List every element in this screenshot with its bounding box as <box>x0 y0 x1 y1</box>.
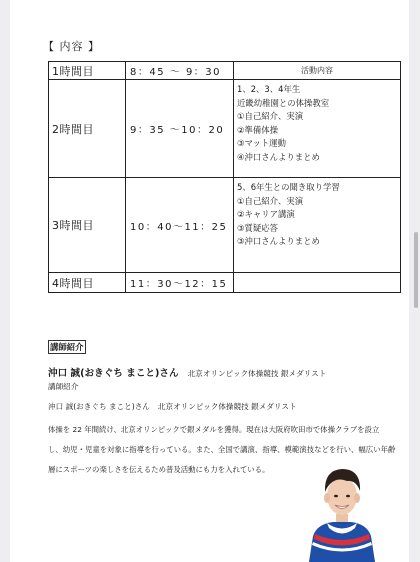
period-cell: 1時間目 <box>49 62 126 80</box>
table-row <box>49 80 401 178</box>
time-cell: 8：45 〜 9：30 <box>126 62 234 80</box>
activity-item: ③マット運動 <box>237 138 287 149</box>
period-cell: 4時間目 <box>49 273 126 293</box>
activity-item: ③沖口さんよりまとめ <box>237 236 320 247</box>
activity-cell <box>234 273 401 293</box>
activity-item: ①自己紹介、実演 <box>237 111 304 122</box>
activity-item: ③質疑応答 <box>237 222 279 233</box>
schedule-table <box>48 61 401 293</box>
instructor-sub-title: 北京オリンピック体操競技 銀メダリスト <box>157 402 297 411</box>
bio-line: し、幼児・児童を対象に指導を行っている。また、全国で講演、指導、模範演技などを行い、幅広い年齢 <box>48 445 396 454</box>
time-cell: 10：40〜11：25 <box>126 178 234 273</box>
scrollbar[interactable] <box>414 232 418 308</box>
table-row <box>49 178 401 273</box>
table-row <box>49 62 401 80</box>
activity-item: ①自己紹介、実演 <box>237 195 304 206</box>
instructor-sub-name: 沖口 誠(おきぐち まこと)さん <box>48 402 150 411</box>
instructor-title: 北京オリンピック体操競技 銀メダリスト <box>187 369 327 378</box>
period-cell: 2時間目 <box>49 80 126 178</box>
instructor-sublabel: 講師紹介 <box>48 382 79 391</box>
activity-item: ④沖口さんよりまとめ <box>237 151 320 162</box>
instructor-name: 沖口 誠(おきぐち まこと)さん <box>48 368 179 379</box>
activity-item: ②キャリア講演 <box>237 209 295 220</box>
table-row <box>49 273 401 293</box>
bio-line: 層にスポーツの楽しさを伝えるため普及活動にも力を入れている。 <box>48 465 270 474</box>
time-cell: 9：35 〜10：20 <box>126 80 234 178</box>
activity-header: 活動内容 <box>234 62 401 80</box>
bio-line: 体操を 22 年間続け、北京オリンピックで銀メダルを獲得。現在は大阪府吹田市で体操クラブを設立 <box>48 425 380 434</box>
instructor-headline <box>48 361 326 380</box>
activity-item: ②準備体操 <box>237 124 279 135</box>
activity-item: 近畿幼稚園との体操教室 <box>237 97 330 108</box>
activity-cell <box>234 178 401 273</box>
section-title: 【 内容 】 <box>43 40 100 53</box>
instructor-photo <box>303 462 381 562</box>
document-page <box>10 0 409 562</box>
instructor-subline <box>48 401 297 412</box>
activity-item: 1、2、3、4年生 <box>237 84 301 94</box>
time-cell: 11：30〜12：15 <box>126 273 234 293</box>
activity-cell <box>234 80 401 178</box>
period-cell: 3時間目 <box>49 178 126 273</box>
instructor-heading: 講師紹介 <box>50 342 84 352</box>
activity-item: 5、6年生との聞き取り学習 <box>237 182 340 192</box>
